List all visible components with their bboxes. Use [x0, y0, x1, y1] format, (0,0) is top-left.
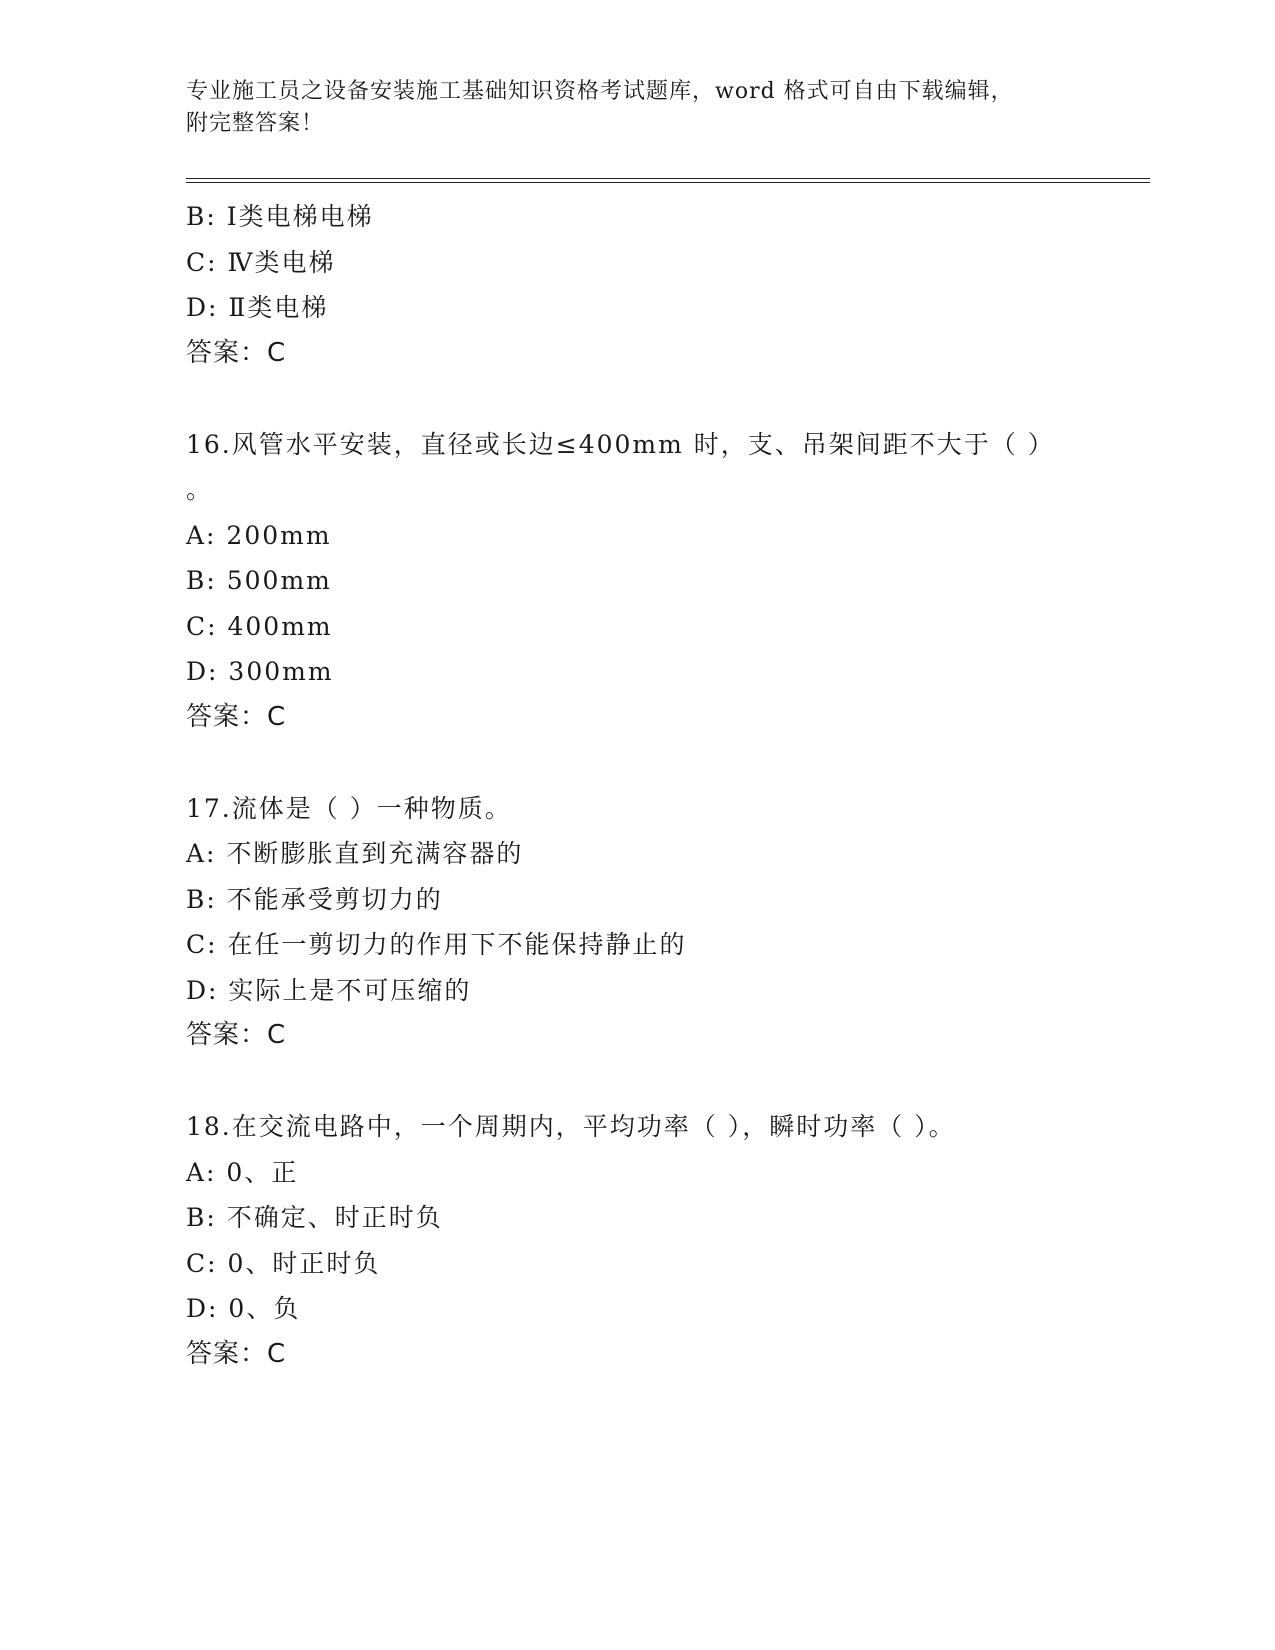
option-d: D: 0、负 — [186, 1294, 301, 1323]
question-16 — [186, 422, 1086, 741]
document-header — [186, 76, 1086, 140]
answer-label: 答案：C — [186, 1338, 287, 1369]
option-b: B: 500mm — [186, 566, 332, 595]
question-stem-continued: 。 — [186, 475, 214, 504]
option-b: B: 不确定、时正时负 — [186, 1203, 443, 1232]
option-d: D: 实际上是不可压缩的 — [186, 975, 472, 1005]
header-line-1: 专业施工员之设备安装施工基础知识资格考试题库，word 格式可自由下载编辑， — [186, 79, 1014, 104]
question-stem: 17.流体是（ ）一种物质。 — [186, 793, 512, 823]
answer-label: 答案：C — [186, 701, 287, 732]
option-c: C: 400mm — [186, 611, 333, 641]
option-c: C: Ⅳ类电梯 — [186, 247, 336, 277]
question-stem: 18.在交流电路中，一个周期内，平均功率（ ），瞬时功率（ ）。 — [186, 1112, 956, 1141]
question-17 — [186, 786, 1086, 1059]
header-divider — [186, 178, 1150, 183]
option-a: A: 200mm — [186, 520, 332, 550]
answer-label: 答案：C — [186, 337, 287, 368]
option-d: D: Ⅱ类电梯 — [186, 293, 329, 322]
header-line-2: 附完整答案！ — [186, 111, 325, 136]
option-b: B: 不能承受剪切力的 — [186, 884, 443, 914]
option-b: B: Ⅰ类电梯电梯 — [186, 202, 374, 231]
question-stem: 16.风管水平安装，直径或长边≤400mm 时，支、吊架间距不大于（ ） — [186, 429, 1055, 459]
option-d: D: 300mm — [186, 657, 334, 686]
option-c: C: 在任一剪切力的作用下不能保持静止的 — [186, 930, 687, 959]
option-c: C: 0、时正时负 — [186, 1248, 381, 1278]
question-15-tail — [186, 194, 1086, 376]
question-18 — [186, 1104, 1086, 1377]
option-a: A: 0、正 — [186, 1157, 299, 1187]
question-list — [186, 194, 1086, 1377]
option-a: A: 不断膨胀直到充满容器的 — [186, 839, 524, 868]
answer-label: 答案：C — [186, 1020, 287, 1050]
